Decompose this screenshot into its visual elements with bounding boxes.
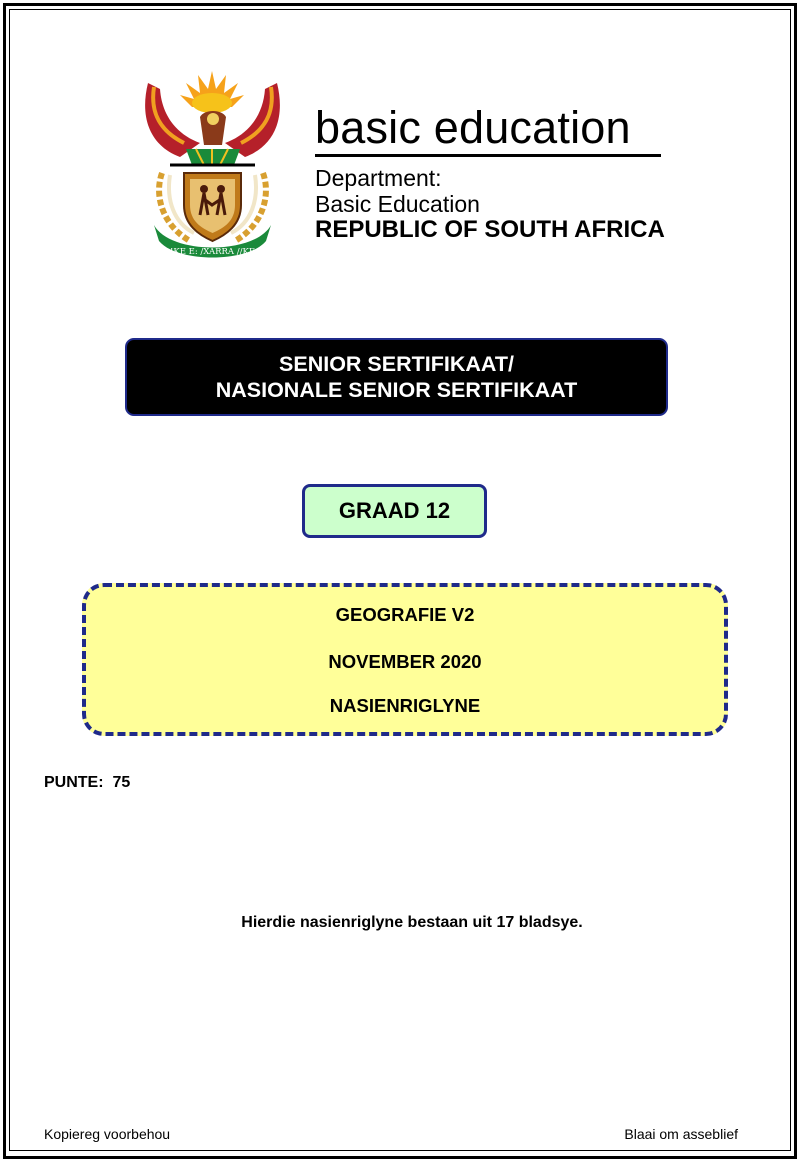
certificate-line-1: SENIOR SERTIFIKAAT/ [279, 352, 514, 376]
brand-title: basic education [315, 102, 631, 153]
page-count-note: Hierdie nasienriglyne bestaan uit 17 bladsye. [241, 914, 583, 931]
brand-country: REPUBLIC OF SOUTH AFRICA [315, 216, 665, 243]
certificate-banner [125, 338, 668, 416]
subject-panel [82, 583, 728, 736]
subject-date: NOVEMBER 2020 [328, 651, 482, 672]
grade-badge: GRAAD 12 [302, 484, 487, 538]
footer-copyright: Kopiereg voorbehou [44, 1126, 171, 1142]
footer-turn-page: Blaai om asseblief [624, 1126, 738, 1142]
certificate-line-2: NASIONALE SENIOR SERTIFIKAAT [215, 378, 578, 402]
total-marks: PUNTE: 75 [44, 774, 131, 791]
brand-rule [315, 154, 661, 157]
brand-subdepartment: Basic Education [315, 191, 480, 217]
crest-motto: !KE E: /XARRA //KE [169, 247, 256, 257]
coat-of-arms-logo [140, 65, 285, 260]
subject-document-type: NASIENRIGLYNE [329, 695, 481, 716]
brand-department: Department: [315, 165, 442, 191]
subject-paper: GEOGRAFIE V2 [335, 604, 475, 625]
